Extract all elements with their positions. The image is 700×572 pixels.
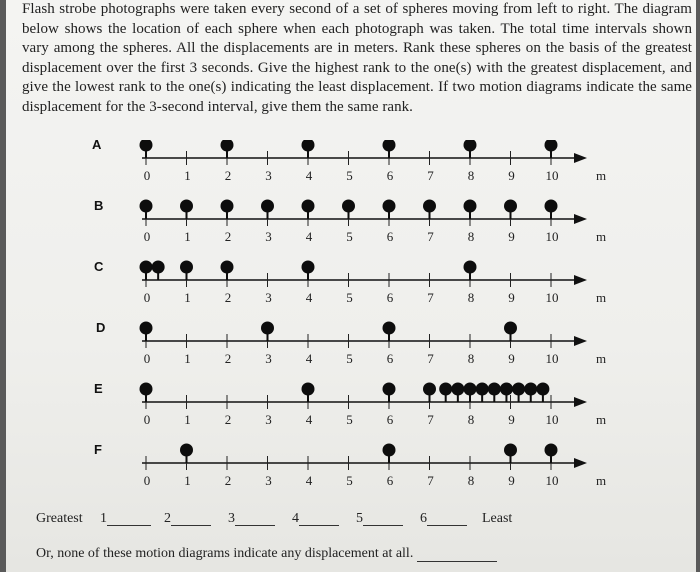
tick-label: 6	[386, 473, 394, 488]
sphere-marker	[140, 140, 153, 152]
diagram-label: F	[94, 442, 102, 457]
sphere-marker	[221, 140, 234, 152]
tick-label: 4	[305, 290, 313, 305]
sphere-marker	[504, 200, 517, 213]
tick-label: 3	[265, 412, 272, 427]
tick-label: 5	[346, 168, 353, 183]
problem-statement: Flash strobe photographs were taken every second of a set of spheres moving from left to right. The diagram below shows the location of each sphere when each photograph was taken. The total time intervals shown vary among the spheres. All the displacements are in meters. Rank these spheres on the basis of the greatest displacement over the first 3 seconds. Give the highest rank to the one(s) with the greatest displacement, and give the lowest rank to the one(s) indicating the least displacement. If two motion diagrams indicate the same displacement for the 3-second interval, give them the same rank.	[22, 1, 692, 115]
tick-label: 0	[143, 412, 151, 427]
sphere-marker	[180, 444, 193, 457]
tick-label: 8	[467, 473, 475, 488]
tick-label: 2	[224, 229, 232, 244]
tick-label: 8	[467, 412, 475, 427]
tick-label: 1	[184, 351, 191, 366]
diagram-D	[140, 322, 607, 367]
sphere-marker	[423, 383, 436, 396]
diagram-C	[140, 261, 607, 306]
sphere-marker	[512, 383, 525, 396]
rank-slot-6[interactable]: 6	[420, 511, 427, 527]
tick-label: 4	[305, 229, 313, 244]
sphere-marker	[140, 200, 153, 213]
sphere-marker	[524, 383, 537, 396]
rank-slot-4[interactable]: 4	[292, 511, 299, 527]
diagram-label: E	[94, 381, 103, 396]
worksheet	[6, 0, 696, 572]
axis-arrow	[574, 275, 587, 285]
rank-slot-1[interactable]: 1	[100, 511, 107, 527]
sphere-marker	[464, 140, 477, 152]
unit-label: m	[596, 229, 607, 244]
sphere-marker	[464, 261, 477, 274]
unit-label: m	[596, 412, 607, 427]
sphere-marker	[221, 261, 234, 274]
tick-label: 5	[346, 290, 353, 305]
axis-arrow	[574, 214, 587, 224]
none-option[interactable]: Or, none of these motion diagrams indicate any displacement at all.	[36, 546, 497, 562]
tick-label: 1	[184, 229, 191, 244]
sphere-marker	[383, 322, 396, 335]
tick-label: 7	[427, 473, 434, 488]
tick-label: 10	[545, 290, 559, 305]
tick-label: 5	[346, 473, 353, 488]
tick-label: 3	[265, 473, 272, 488]
tick-label: 6	[386, 351, 394, 366]
sphere-marker	[140, 322, 153, 335]
sphere-marker	[221, 200, 234, 213]
diagram-canvas	[6, 140, 696, 500]
sphere-marker	[500, 383, 513, 396]
sphere-marker	[476, 383, 489, 396]
sphere-marker	[140, 383, 153, 396]
sphere-marker	[302, 383, 315, 396]
tick-label: 5	[346, 229, 353, 244]
tick-label: 3	[265, 229, 272, 244]
diagram-B	[140, 200, 607, 245]
sphere-marker	[383, 200, 396, 213]
diagram-A	[140, 140, 607, 183]
sphere-marker	[545, 140, 558, 152]
unit-label: m	[596, 290, 607, 305]
sphere-marker	[383, 383, 396, 396]
tick-label: 2	[224, 290, 232, 305]
tick-label: 6	[386, 229, 394, 244]
tick-label: 7	[427, 290, 434, 305]
tick-label: 1	[184, 473, 191, 488]
tick-label: 10	[545, 473, 559, 488]
sphere-marker	[488, 383, 501, 396]
sphere-marker	[302, 140, 315, 152]
tick-label: 8	[467, 351, 475, 366]
least-label: Least	[482, 511, 513, 526]
tick-label: 6	[386, 290, 394, 305]
tick-label: 5	[346, 412, 353, 427]
tick-label: 3	[265, 290, 272, 305]
tick-label: 3	[265, 168, 272, 183]
none-answer-blank[interactable]	[417, 547, 497, 562]
sphere-marker	[504, 322, 517, 335]
sphere-marker	[302, 200, 315, 213]
tick-label: 4	[305, 412, 313, 427]
diagram-E	[140, 383, 607, 428]
tick-label: 2	[224, 168, 232, 183]
tick-label: 9	[508, 351, 515, 366]
sphere-marker	[261, 200, 274, 213]
rank-slot-5[interactable]: 5	[356, 511, 363, 527]
tick-label: 0	[143, 351, 151, 366]
tick-label: 7	[427, 229, 434, 244]
sphere-marker	[545, 444, 558, 457]
tick-label: 5	[346, 351, 353, 366]
tick-label: 4	[305, 473, 313, 488]
sphere-marker	[439, 383, 452, 396]
tick-label: 6	[386, 412, 394, 427]
tick-label: 1	[184, 168, 191, 183]
unit-label: m	[596, 351, 607, 366]
sphere-marker	[383, 140, 396, 152]
tick-label: 2	[224, 351, 232, 366]
axis-arrow	[574, 336, 587, 346]
tick-label: 9	[508, 229, 515, 244]
diagram-label: B	[94, 198, 104, 213]
diagram-label: D	[96, 320, 106, 335]
tick-label: 0	[143, 168, 151, 183]
tick-label: 7	[427, 412, 434, 427]
sphere-marker	[451, 383, 464, 396]
sphere-marker	[342, 200, 355, 213]
tick-label: 9	[508, 412, 515, 427]
unit-label: m	[596, 168, 607, 183]
diagram-F	[142, 444, 606, 489]
tick-label: 3	[265, 351, 272, 366]
tick-label: 10	[545, 412, 559, 427]
axis-arrow	[574, 458, 587, 468]
diagram-label: C	[94, 259, 104, 274]
sphere-marker	[152, 261, 165, 274]
tick-label: 8	[467, 229, 475, 244]
axis-arrow	[574, 397, 587, 407]
sphere-marker	[545, 200, 558, 213]
sphere-marker	[423, 200, 436, 213]
tick-label: 8	[467, 290, 475, 305]
tick-label: 9	[508, 168, 515, 183]
tick-label: 2	[224, 412, 232, 427]
rank-slot-2[interactable]: 2	[164, 511, 171, 527]
tick-label: 0	[143, 473, 151, 488]
tick-label: 9	[508, 290, 515, 305]
tick-label: 0	[143, 229, 151, 244]
tick-label: 2	[224, 473, 232, 488]
tick-label: 1	[184, 412, 191, 427]
sphere-marker	[464, 383, 477, 396]
sphere-marker	[261, 322, 274, 335]
sphere-marker	[180, 200, 193, 213]
sphere-marker	[504, 444, 517, 457]
axis-arrow	[574, 153, 587, 163]
ranking-row	[6, 511, 696, 531]
tick-label: 7	[427, 168, 434, 183]
tick-label: 10	[545, 229, 559, 244]
tick-label: 0	[143, 290, 151, 305]
diagram-label: A	[92, 137, 102, 152]
tick-label: 6	[386, 168, 394, 183]
sphere-marker	[180, 261, 193, 274]
greatest-label: Greatest	[36, 511, 83, 526]
sphere-marker	[464, 200, 477, 213]
tick-label: 7	[427, 351, 434, 366]
rank-slot-3[interactable]: 3	[228, 511, 235, 527]
tick-label: 4	[305, 168, 313, 183]
tick-label: 9	[508, 473, 515, 488]
tick-label: 1	[184, 290, 191, 305]
sphere-marker	[302, 261, 315, 274]
sphere-marker	[383, 444, 396, 457]
tick-label: 10	[545, 351, 559, 366]
tick-label: 8	[467, 168, 475, 183]
unit-label: m	[596, 473, 607, 488]
tick-label: 4	[305, 351, 313, 366]
tick-label: 10	[545, 168, 559, 183]
sphere-marker	[536, 383, 549, 396]
sphere-marker	[140, 261, 153, 274]
